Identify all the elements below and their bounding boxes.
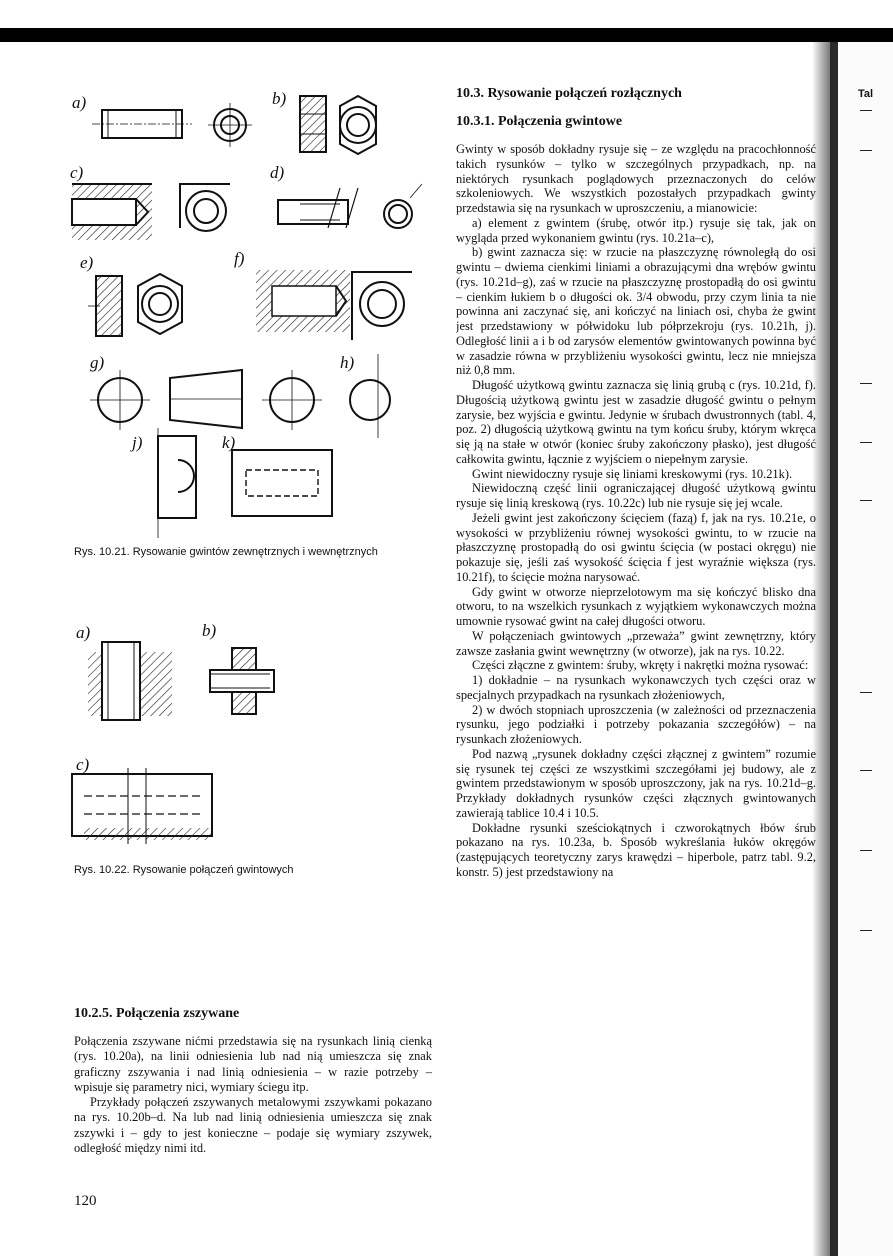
figure-10-22 [70, 618, 330, 858]
figure-10-21-caption: Rys. 10.21. Rysowanie gwintów zewnętrznych i wewnętrznych [74, 546, 378, 558]
page-number: 120 [74, 1193, 97, 1209]
paragraph: 2) w dwóch stopniach uproszczenia (w zależności od przeznaczenia rysunku, jego podziałki i potrzeby pokazania szczegółów) – na rysunkach złożeniowych. [456, 702, 816, 746]
top-scan-bar [0, 28, 893, 42]
fig1-label-d: d) [270, 163, 285, 182]
section-heading-10-3-1: 10.3.1. Połączenia gwintowe [456, 114, 623, 129]
paragraph: Przykłady połączeń zszywanych metalowymi zszywkami pokazano na rys. 10.20b–d. Na lub nad linią odniesienia umieszcza się znak zszywki i – gdy to jest konieczne – podaje się wymiary zszywek, odległość między nimi itd. [74, 1095, 432, 1156]
fig1-label-e: e) [80, 253, 94, 272]
fig1-label-c: c) [70, 163, 84, 182]
fig1-label-b: b) [272, 89, 287, 108]
figure-10-22-caption: Rys. 10.22. Rysowanie połączeń gwintowych [74, 864, 294, 876]
paragraph: Gwinty w sposób dokładny rysuje się – ze względu na pracochłonność takich rysunków – tylko w szczególnych przypadkach, np. na niektórych rysunkach poglądowych przeznaczonych do celów szkoleniowych. We wszystkich pozostałych przypadkach gwinty przedstawia się na rysunkach w uproszczeniu, a mianowicie: [456, 142, 816, 215]
next-page-label: Tal [858, 88, 874, 100]
fig1-label-j: j) [132, 433, 143, 452]
next-page-strip [838, 42, 893, 1256]
section-heading-10-3: 10.3. Rysowanie połączeń rozłącznych [456, 86, 682, 101]
fig2-label-b: b) [202, 621, 217, 640]
next-page-mark [860, 500, 872, 501]
right-section-body [456, 142, 816, 1122]
paragraph: a) element z gwintem (śrubę, otwór itp.) rysuje się tak, jak on wygląda przed wykonaniem gwintu (rys. 10.21a–c), [456, 215, 816, 245]
paragraph: Części złączne z gwintem: śruby, wkręty i nakrętki można rysować: [472, 658, 809, 673]
next-page-mark [860, 150, 872, 151]
paragraph: Jeżeli gwint jest zakończony ścięciem (fazą) f, jak na rys. 10.21e, o wysokości w przybliżeniu równej wysokości gwintu, to w rzucie na płaszczyznę prostopadłą do osi gwintu ścięcia (w postaci okręgu) nie pokazuje się, jeśli zaś wysokość ścięcia f jest wyraźnie większa (rys. 10.21f), to ścięcie można narysować. [456, 510, 816, 584]
paragraph: Długość użytkową gwintu zaznacza się linią grubą c (rys. 10.21d, f). Długością użytkową gwintu jest w zasadzie długość gwintu o pełnym zarysie, bez wyjścia e gwintu. Jedynie w śrubach dwustronnych (tabl. 4, poz. 2) długością użytkową gwintu na tym końcu śruby, którym wkręca się ją na stałe w otwór (koniec śruby zakończony płasko), jest długość całkowita gwintu, łącznie z wyjściem o niepełnym zarysie. [456, 378, 816, 466]
next-page-mark [860, 770, 872, 771]
page-gutter-edge [830, 42, 838, 1256]
paragraph: Połączenia zszywane nićmi przedstawia się na rysunkach linią cienką (rys. 10.20a), na linii odniesienia lub nad nią umieszcza się znak graficzny zszywania i nad linią odniesienia – w razie potrzeby – wpisuje się parametry nici, wymiary ściegu itp. [74, 1034, 432, 1094]
paragraph: Pod nazwą „rysunek dokładny części złącznej z gwintem” rozumie się rysunek tej części ze wszystkimi szczegółami jej budowy, ale z gwintem przedstawionym w sposób uproszczony, jak na rys. 10.21d–g. Przykłady dokładnych rysunków części złącznych gwintowanych zawierają tablice 10.4 i 10.5. [456, 746, 816, 820]
next-page-mark [860, 850, 872, 851]
paragraph: 1) dokładnie – na rysunkach wykonawczych tych części oraz w specjalnych przypadkach na rysunkach złożeniowych, [456, 673, 816, 702]
paragraph: Dokładne rysunki sześciokątnych i czworokątnych łbów śrub pokazano na rys. 10.23a, b. Sposób wykreślania łuków okręgów (zastępujących teoretyczny zarys krawędzi – hiperbole, patrz tabl. 9.2, konstr. 5) jest przedstawiony na [456, 820, 816, 879]
left-section-body [74, 1034, 432, 1156]
paragraph: Gdy gwint w otworze nieprzelotowym ma się kończyć blisko dna otworu, to na wszelkich rysunkach z wyjątkiem wykonawczych można umownie rysować gwint na całej długości otworu. [456, 584, 816, 628]
fig1-label-a: a) [72, 93, 87, 112]
fig2-label-a: a) [76, 623, 91, 642]
fig1-label-g: g) [90, 353, 105, 372]
paragraph: b) gwint zaznacza się: w rzucie na płaszczyznę równoległą do osi gwintu – dwiema cienkimi liniami a obrazującymi dna wrębów gwintu (rys. 10.21d–g), zaś w rzucie na płaszczyznę prostopadłą do osi gwintu – cienkim łukiem b o długości ok. 3/4 obwodu, przy czym linia ta nie powinna ani zaczynać się, ani kończyć na liniach osi, chyba że gwint jest przedstawiony w półwidoku lub półprzekroju (rys. 10.21h, j). Odległość linii a i b od zarysów elementów gwintowanych powinna być w zasadzie równa w przybliżeniu wysokości gwintu, lecz nie mniejsza niż 0,8 mm. [456, 245, 816, 378]
section-heading-10-2-5: 10.2.5. Połączenia zszywane [74, 1006, 240, 1021]
paragraph: W połączeniach gwintowych „przeważa” gwint zewnętrzny, który zawsze zasłania gwint wewnętrzny (w otworze), jak na rys. 10.22. [456, 628, 816, 658]
next-page-mark [860, 110, 872, 111]
next-page-mark [860, 383, 872, 384]
paragraph: Gwint niewidoczny rysuje się liniami kreskowymi (rys. 10.21k). [472, 466, 793, 481]
next-page-mark [860, 692, 872, 693]
figure-10-21 [70, 78, 430, 548]
fig1-label-k: k) [222, 433, 236, 452]
fig1-label-h: h) [340, 353, 355, 372]
fig1-label-f: f) [234, 249, 245, 268]
next-page-mark [860, 930, 872, 931]
fig2-label-c: c) [76, 755, 90, 774]
next-page-mark [860, 442, 872, 443]
paragraph: Niewidoczną część linii ograniczającej długość użytkową gwintu rysuje się linią kreskową (rys. 10.22c) lub nie rysuje się jej wcale. [456, 481, 816, 510]
